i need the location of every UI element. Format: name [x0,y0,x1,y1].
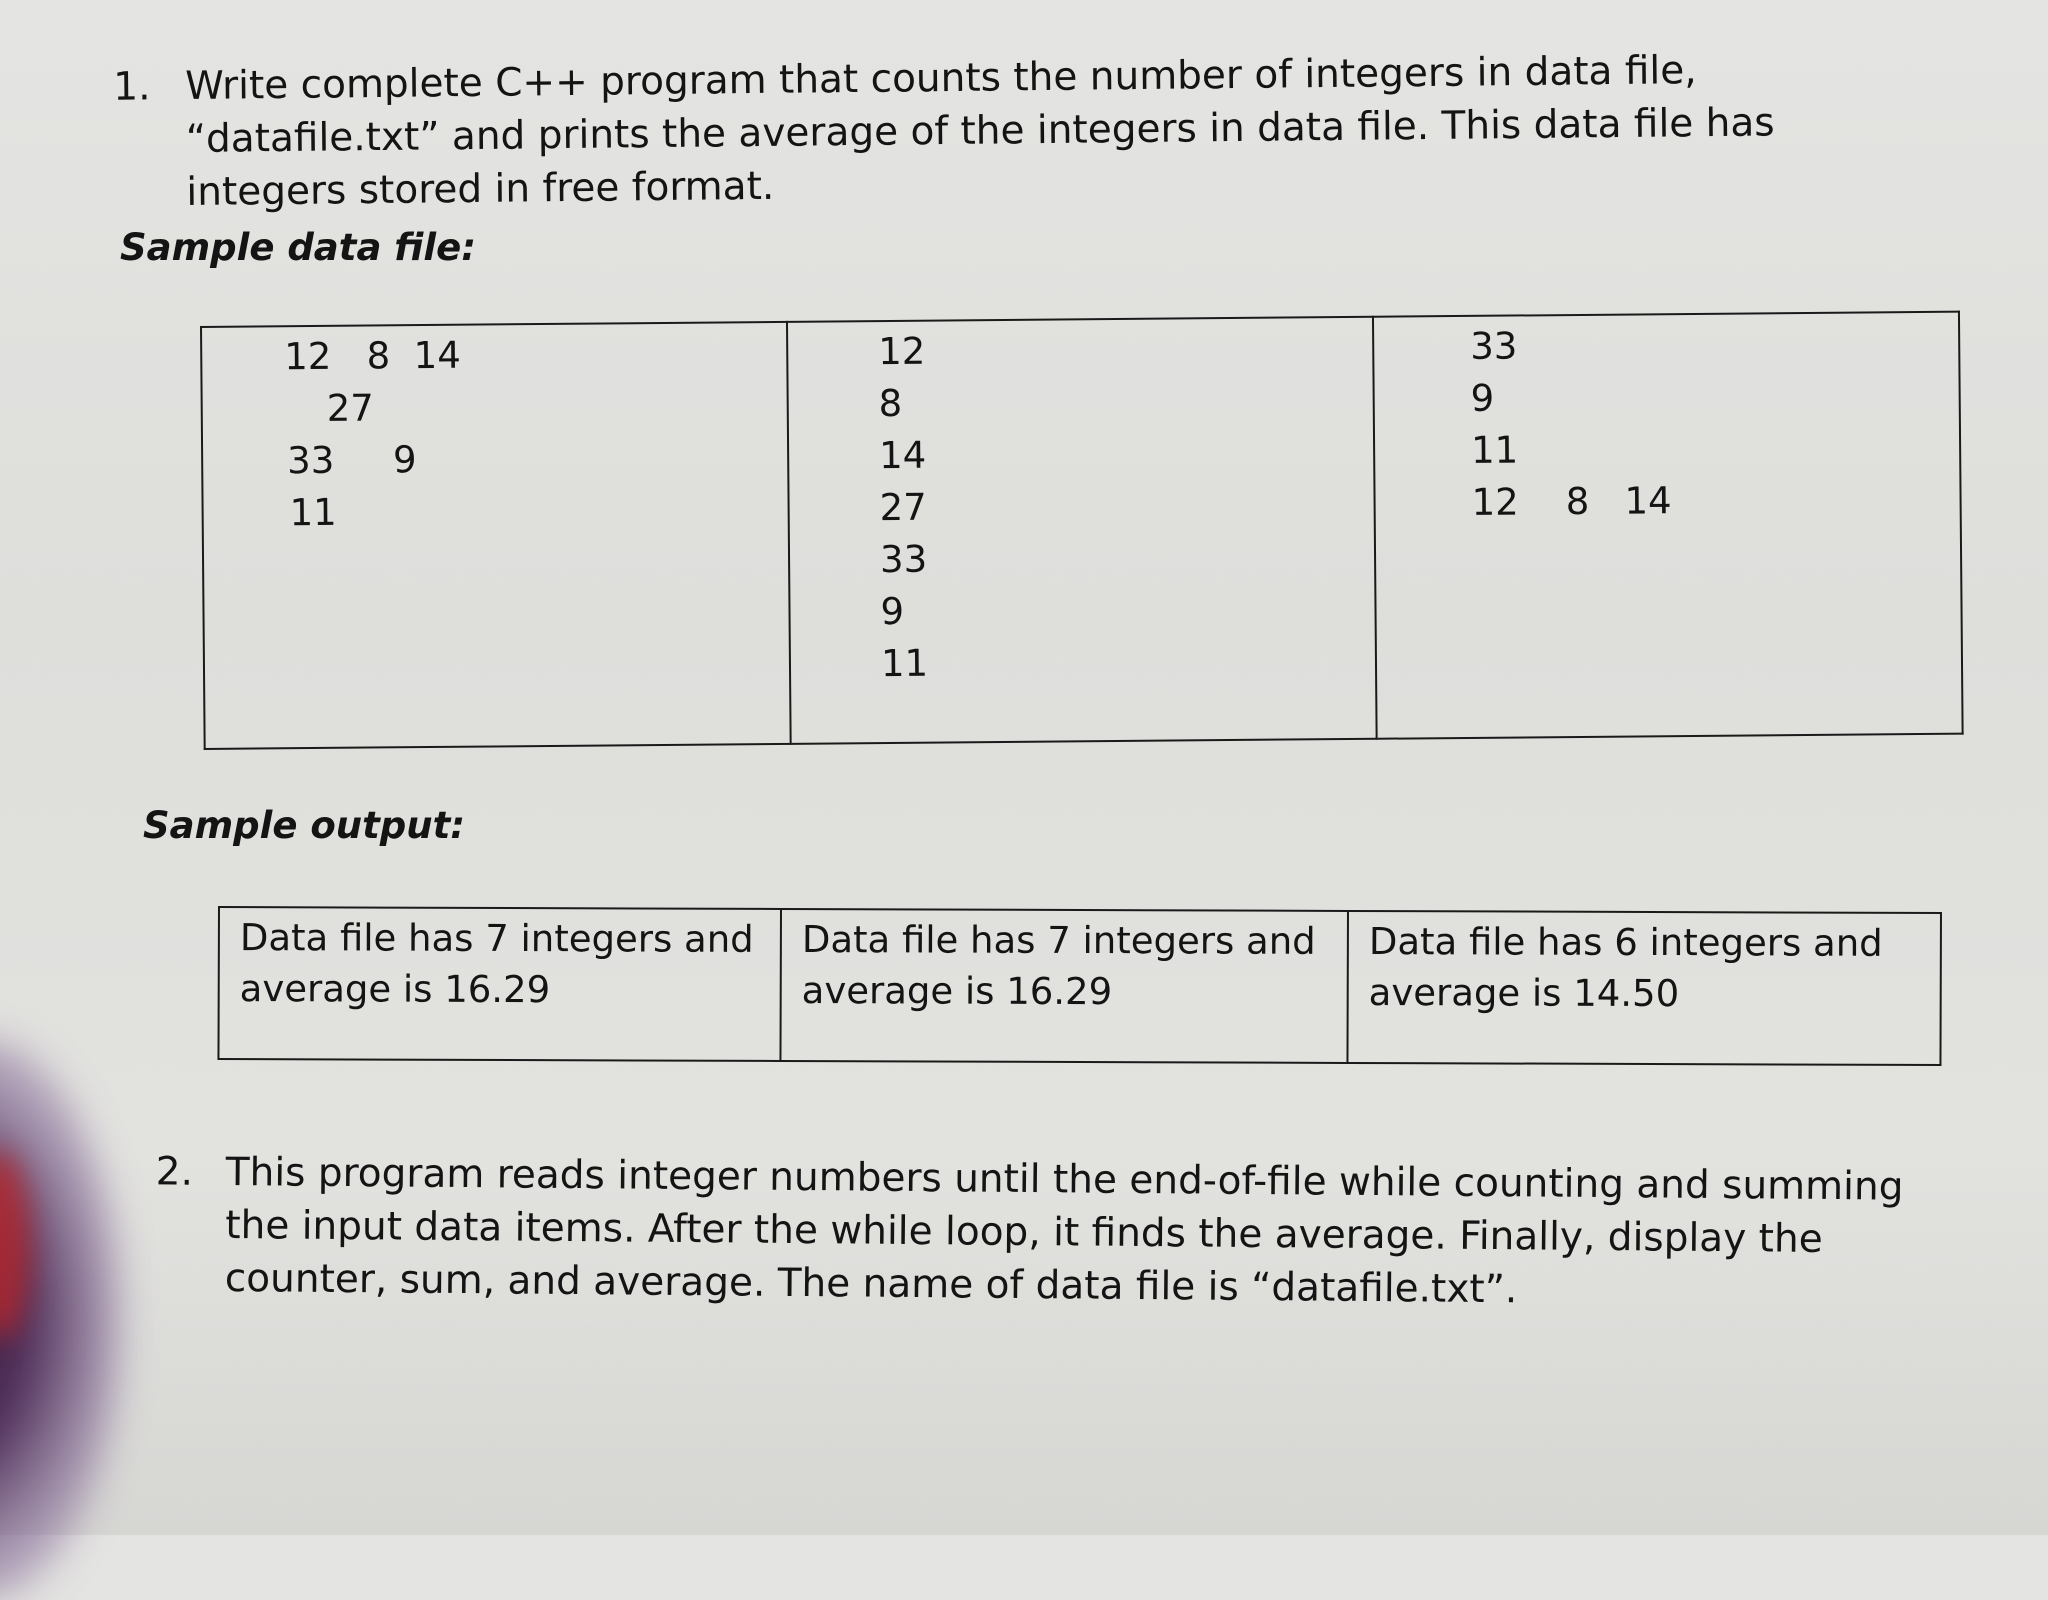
sample-output-table [217,906,1942,1066]
data-line: 9 [1470,376,1495,420]
question-1-text: Write complete C++ program that counts the number of integers in data file, “datafile.txt” and prints the average of the integers in data file. This data file has integers stored in free format. [185,48,1775,215]
data-line: 27 [879,485,927,530]
data-column-1 [201,322,791,749]
question-1-number: 1. [113,64,151,110]
data-line: 12 [878,329,926,374]
sample-data-heading: Sample data file: [120,226,476,269]
data-line: 14 [878,433,927,478]
question-2-number: 2. [155,1149,194,1195]
data-column-2 [787,317,1377,744]
data-line: 27 [326,386,375,430]
data-line: 9 [880,589,905,634]
data-line: 11 [880,641,929,686]
data-line: 33 [879,537,928,582]
data-line: 12 8 14 [1471,479,1672,524]
data-line: 11 [1470,428,1519,472]
output-text: Data file has 7 integers and average is 16.29 [801,918,1316,1014]
data-line: 33 9 [286,438,417,483]
output-cell-3 [1347,911,1941,1065]
data-line: 11 [289,490,337,535]
question-2-text: This program reads integer numbers until the end-of-file while counting and summing the input data items. After the while loop, it finds the average. Finally, display the counter, sum, and average. The name of data file is “datafile.txt”. [224,1149,1904,1313]
output-cell-2 [780,909,1348,1063]
question-1 [113,42,1907,219]
sample-output-heading: Sample output: [143,804,466,847]
question-2 [155,1146,1966,1320]
data-column-3 [1373,312,1963,739]
data-line: 8 [878,381,903,426]
sample-data-table [200,311,1964,750]
output-text: Data file has 6 integers and average is 14.50 [1368,920,1883,1016]
data-line: 12 8 14 [284,333,461,379]
output-text: Data file has 7 integers and average is 16.29 [239,916,754,1012]
output-cell-1 [218,907,781,1061]
data-line: 33 [1470,324,1518,368]
